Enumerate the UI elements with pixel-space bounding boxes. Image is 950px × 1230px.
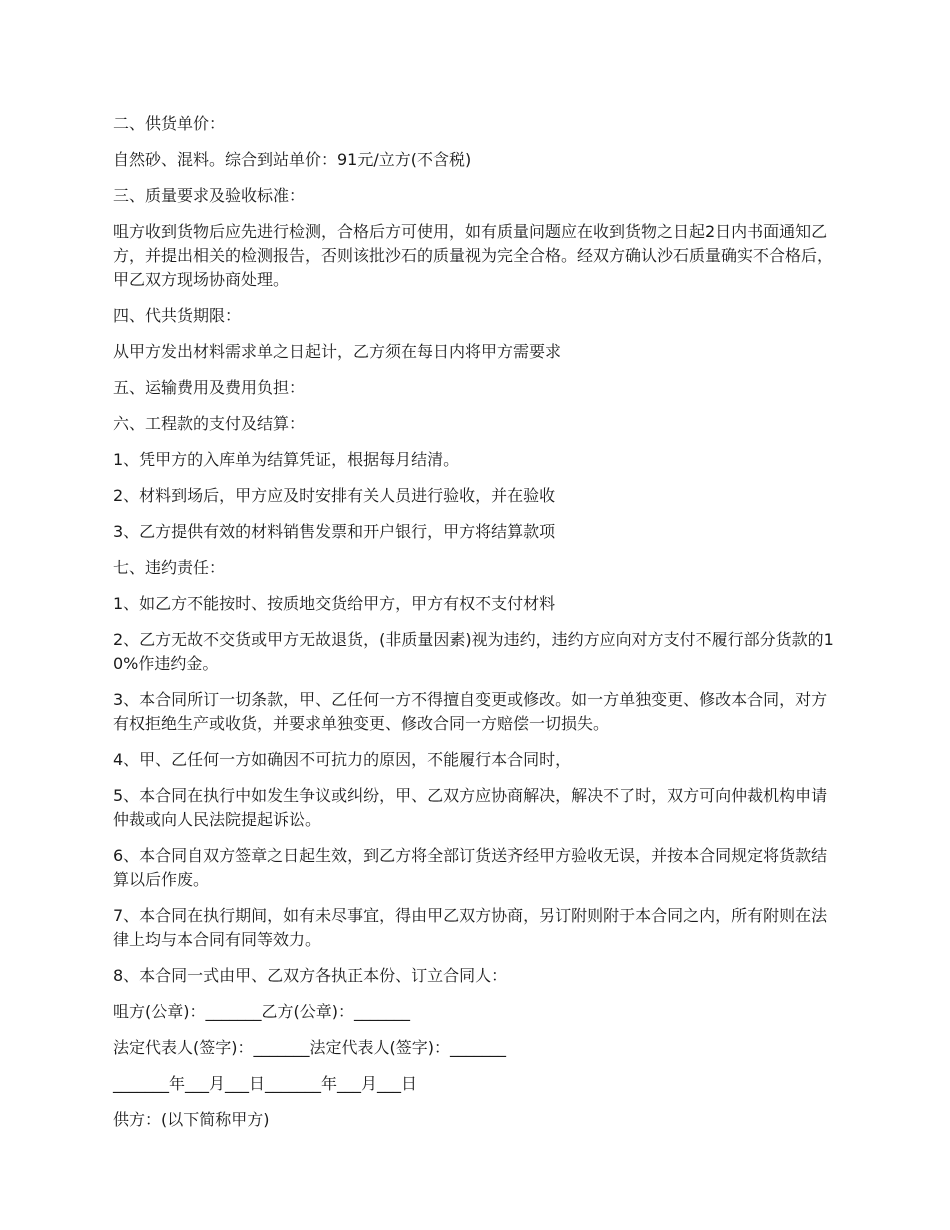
breach-item-3: 3、本合同所订一切条款，甲、乙任何一方不得擅自变更或修改。如一方单独变更、修改本合同，对方有权拒绝生产或收货，并要求单独变更、修改合同一方赔偿一切损失。 bbox=[113, 690, 828, 733]
breach-item-7: 7、本合同在执行期间，如有未尽事宜，得由甲乙双方协商，另订附则附于本合同之内，所有附则在法律上均与本合同有同等效力。 bbox=[113, 906, 828, 949]
breach-item-6: 6、本合同自双方签章之日起生效，到乙方将全部订货送齐经甲方验收无误，并按本合同规定将货款结算以后作废。 bbox=[113, 846, 828, 889]
breach-item-4: 4、甲、乙任何一方如确因不可抗力的原因，不能履行本合同时， bbox=[113, 750, 572, 769]
payment-item-3: 3、乙方提供有效的材料销售发票和开户银行，甲方将结算款项 bbox=[113, 522, 556, 541]
heading-payment-settlement: 六、工程款的支付及结算： bbox=[113, 414, 306, 433]
payment-item-2: 2、材料到场后，甲方应及时安排有关人员进行验收，并在验收 bbox=[113, 486, 556, 505]
breach-item-8: 8、本合同一式由甲、乙双方各执正本份、订立合同人： bbox=[113, 966, 508, 985]
heading-supply-period: 四、代共货期限： bbox=[113, 306, 242, 325]
date-line: _______年___月___日_______年___月___日 bbox=[113, 1074, 418, 1093]
supply-period-text: 从甲方发出材料需求单之日起计，乙方须在每日内将甲方需要求 bbox=[113, 342, 562, 361]
supplier-line: 供方：(以下简称甲方) bbox=[113, 1110, 270, 1129]
heading-transport-cost: 五、运输费用及费用负担： bbox=[113, 378, 306, 397]
document-body bbox=[113, 112, 840, 1144]
signature-line: 法定代表人(签字)：_______法定代表人(签字)：_______ bbox=[113, 1038, 506, 1057]
payment-item-1: 1、凭甲方的入库单为结算凭证，根据每月结清。 bbox=[113, 450, 460, 469]
heading-quality-standard: 三、质量要求及验收标准： bbox=[113, 186, 306, 205]
breach-item-2: 2、乙方无故不交货或甲方无故退货，(非质量因素)视为违约，违约方应向对方支付不履行部分货款的10%作违约金。 bbox=[113, 630, 834, 673]
heading-breach-liability: 七、违约责任： bbox=[113, 558, 226, 577]
seal-line: 咀方(公章)：_______乙方(公章)：_______ bbox=[113, 1002, 410, 1021]
breach-item-1: 1、如乙方不能按时、按质地交货给甲方，甲方有权不支付材料 bbox=[113, 594, 556, 613]
heading-unit-price: 二、供货单价： bbox=[113, 114, 226, 133]
unit-price-text: 自然砂、混料。综合到站单价：91元/立方(不含税) bbox=[113, 150, 472, 169]
quality-standard-text: 咀方收到货物后应先进行检测，合格后方可使用，如有质量问题应在收到货物之日起2日内书面通知乙方，并提出相关的检测报告，否则该批沙石的质量视为完全合格。经双方确认沙石质量确实不合格后，甲乙双方现场协商处理。 bbox=[113, 222, 834, 289]
breach-item-5: 5、本合同在执行中如发生争议或纠纷，甲、乙双方应协商解决，解决不了时，双方可向仲裁机构申请仲裁或向人民法院提起诉讼。 bbox=[113, 786, 828, 829]
